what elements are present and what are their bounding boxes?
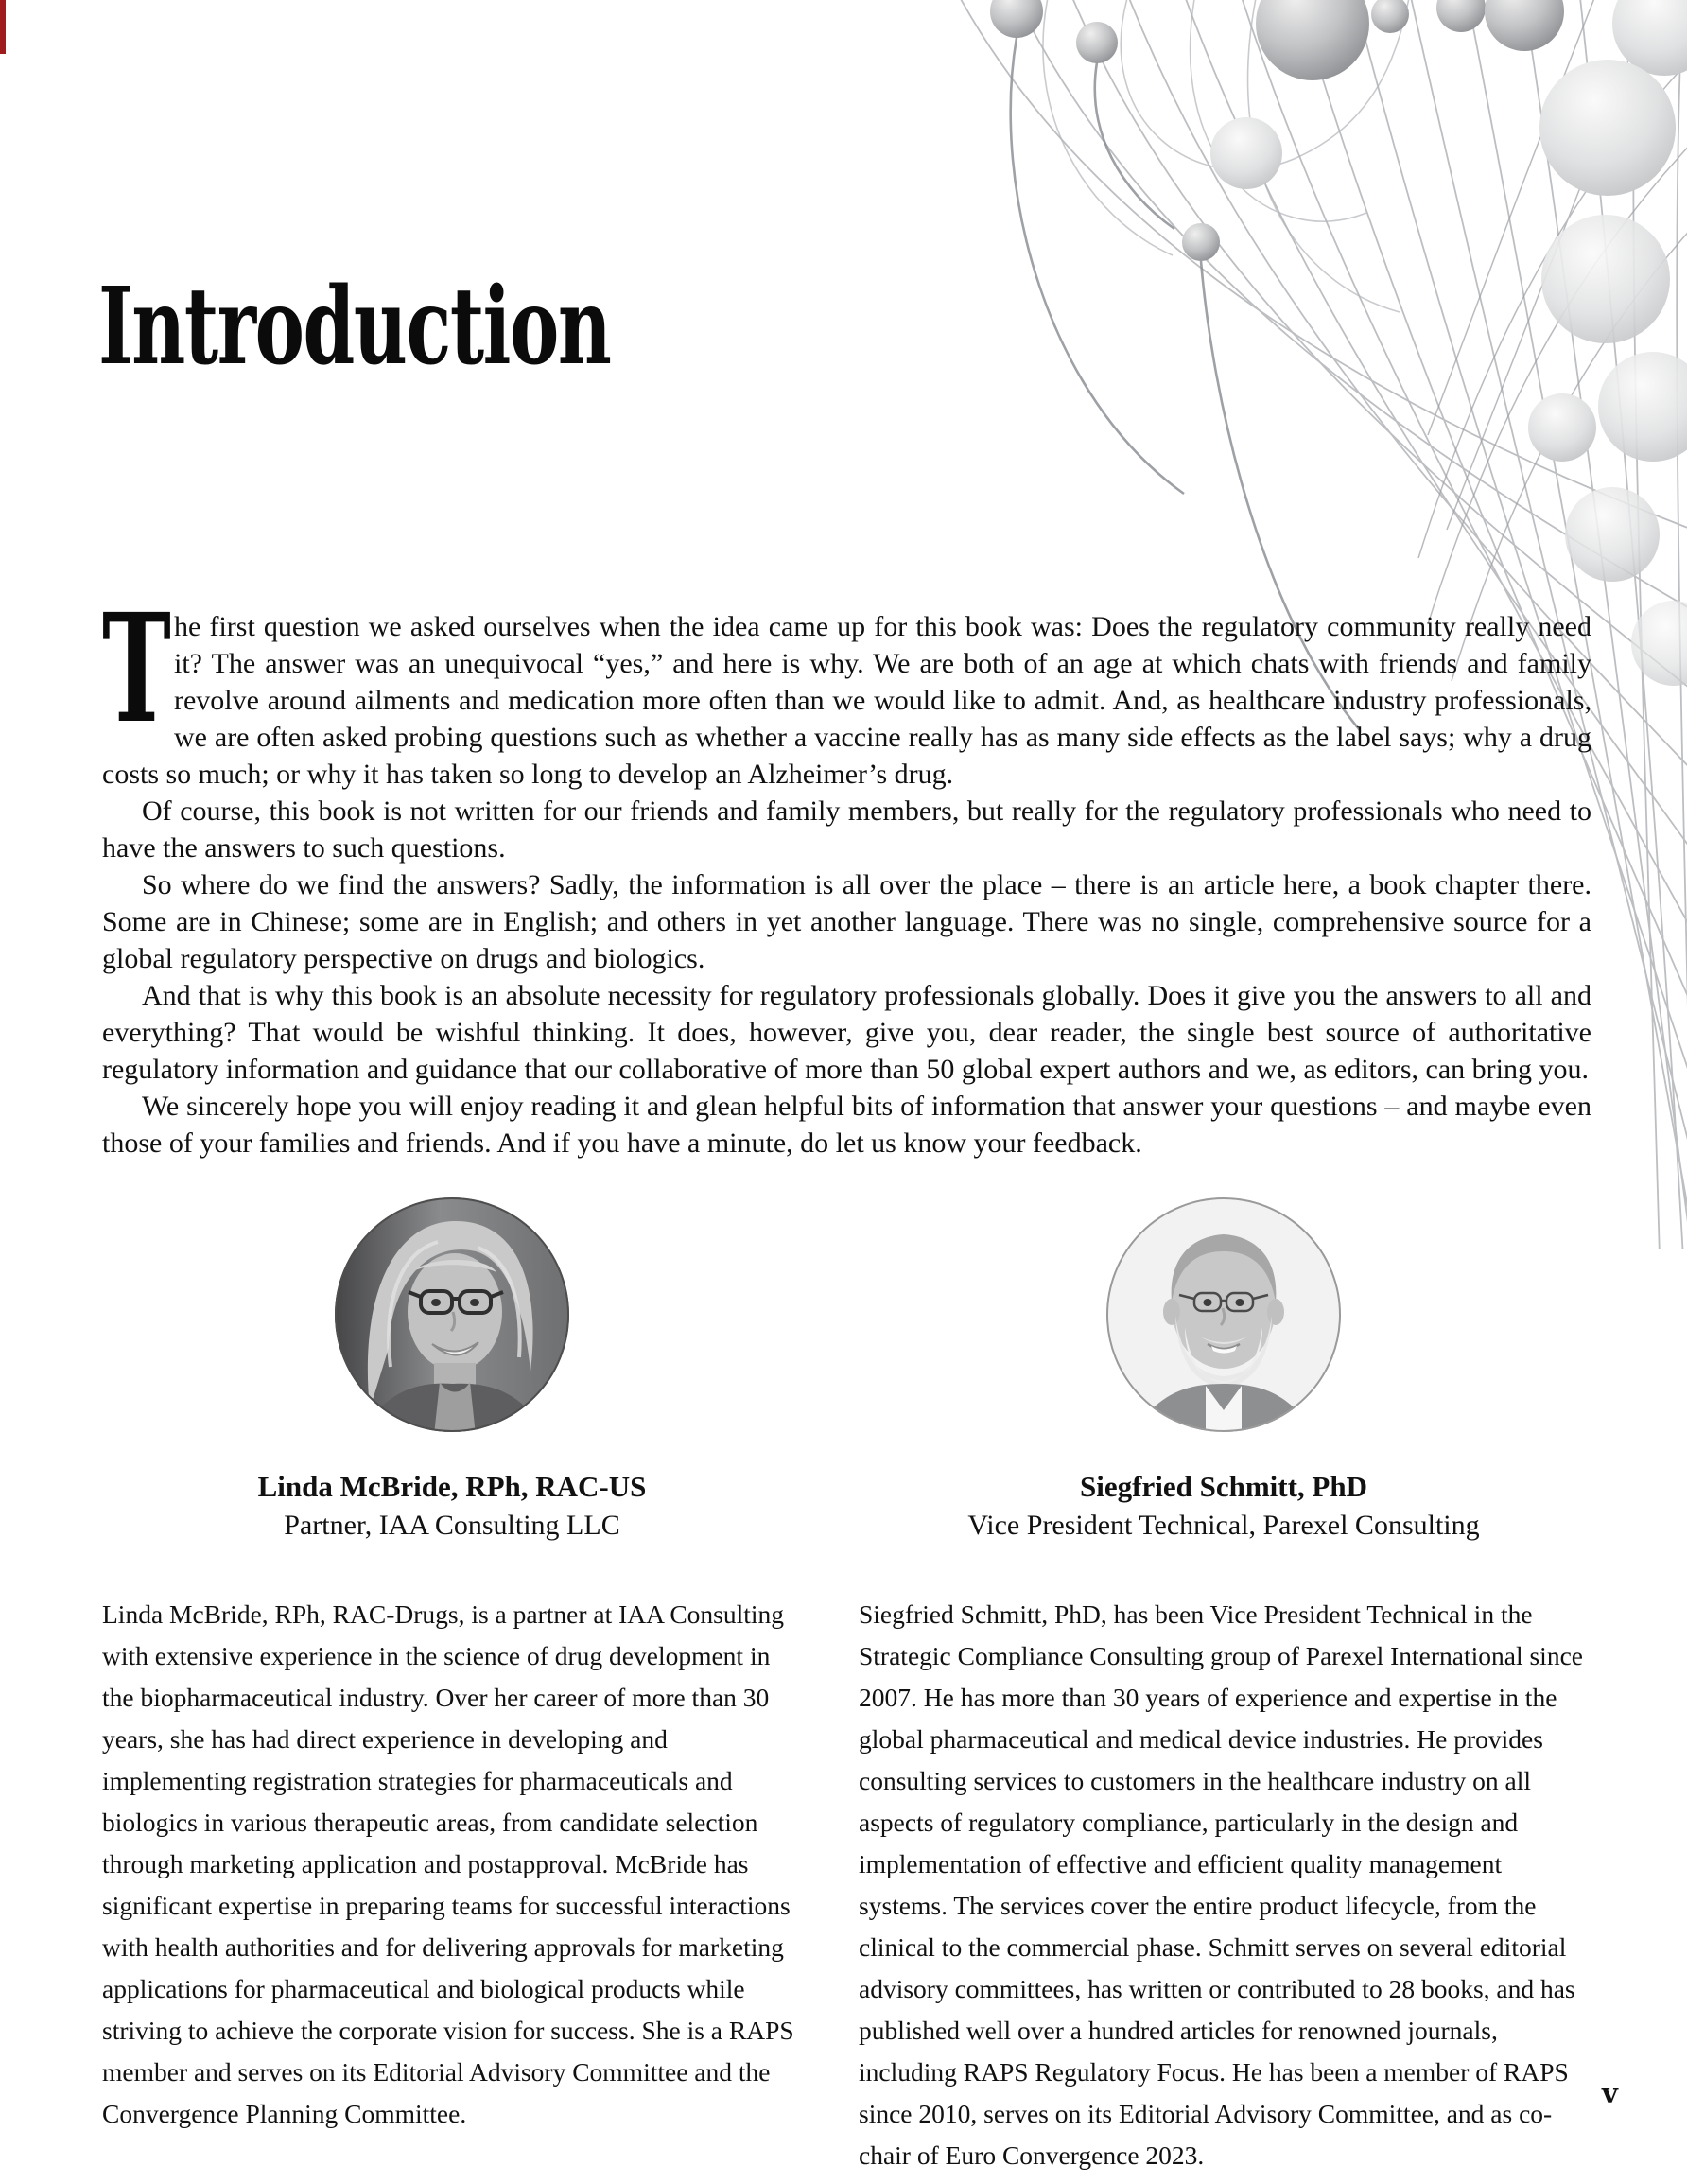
portrait-photo-icon <box>334 1197 570 1433</box>
author-name: Linda McBride, RPh, RAC-US <box>257 1470 647 1503</box>
drop-cap <box>102 582 171 757</box>
author-card-linda-mcbride <box>102 1197 802 2176</box>
intro-paragraph-1 <box>102 582 1591 793</box>
art-filaments-cross <box>1418 0 1687 681</box>
chapter-title: Introduction <box>98 265 611 389</box>
page-edge-red-mark <box>0 0 6 54</box>
art-spheres <box>990 0 1687 686</box>
art-filaments-wavy <box>1043 0 1411 312</box>
authors-section <box>102 1197 1591 2176</box>
author-card-siegfried-schmitt <box>859 1197 1589 2176</box>
intro-paragraph-1-text: he first question we asked ourselves when the idea came up for this book was: Does the regulatory community really need it? The answer was an unequivocal “yes,” and here is why. We are both of an age at which chats with friends and family revolve around ailments and medication more often than we would like to admit. And, as healthcare industry professionals, we are often asked probing questions such as whether a vaccine really has as many side effects as the label says; why a drug costs so much; or why it has taken so long to develop an Alzheimer’s drug. <box>102 611 1591 790</box>
author-title: Vice President Technical, Parexel Consulting <box>967 1509 1480 1541</box>
page-number: v <box>1602 2077 1618 2109</box>
author-photo-siegfried-schmitt-icon <box>1105 1197 1342 1433</box>
drop-cap-letter: T <box>102 582 171 757</box>
intro-paragraph-4: And that is why this book is an absolute necessity for regulatory professionals globally. Does it give you the answers to all and everything? That would be wishful thinking. It does, however, give you, dear reader, the single best source of authoritative regulatory information and guidance that our collaborative of more than 50 global expert authors and we, as editors, can bring you. <box>102 980 1591 1085</box>
author-photo-linda-mcbride-icon <box>334 1197 570 1433</box>
author-bio: Siegfried Schmitt, PhD, has been Vice President Technical in the Strategic Compliance Consulting group of Parexel International since 2007. He has more than 30 years of experience and expertise in the global pharmaceutical and medical device industries. He provides consulting services to customers in the healthcare industry on all aspects of regulatory compliance, particularly in the design and implementation of effective and efficient quality management systems. The services cover the entire product lifecycle, from the clinical to the commercial phase. Schmitt serves on several editorial advisory committees, has written or contributed to 28 books, and has published well over a hundred articles for renowned journals, including RAPS Regulatory Focus. He has been a member of RAPS since 2010, serves on its Editorial Advisory Committee, and as co-chair of Euro Convergence 2023. <box>859 1599 1583 2171</box>
author-bio: Linda McBride, RPh, RAC-Drugs, is a partner at IAA Consulting with extensive experience in the science of drug development in the biopharmaceutical industry. Over her career of more than 30 years, she has had direct experience in developing and implementing registration strategies for pharmaceuticals and biologics in various therapeutic areas, from candidate selection through marketing application and postapproval. McBride has significant expertise in preparing teams for successful interactions with health authorities and for delivering approvals for marketing applications for pharmaceutical and biological products while striving to achieve the corporate vision for success. She is a RAPS member and serves on its Editorial Advisory Committee and the Convergence Planning Committee. <box>102 1599 794 2129</box>
author-title: Partner, IAA Consulting LLC <box>284 1509 620 1541</box>
author-name: Siegfried Schmitt, PhD <box>1080 1470 1367 1503</box>
intro-paragraph-5: We sincerely hope you will enjoy reading it and glean helpful bits of information that answer your questions – and maybe even those of your families and friends. And if you have a minute, do let us know your feedback. <box>102 1091 1591 1159</box>
introduction-text <box>102 582 1591 1162</box>
intro-paragraph-2: Of course, this book is not written for our friends and family members, but really for the regulatory professionals who need to have the answers to such questions. <box>102 795 1591 864</box>
portrait-photo-icon <box>1105 1197 1342 1433</box>
intro-paragraph-3: So where do we find the answers? Sadly, the information is all over the place – there is an article here, a book chapter there. Some are in Chinese; some are in English; and others in yet another language. There was no single, comprehensive source for a global regulatory perspective on drugs and biologics. <box>102 869 1591 974</box>
